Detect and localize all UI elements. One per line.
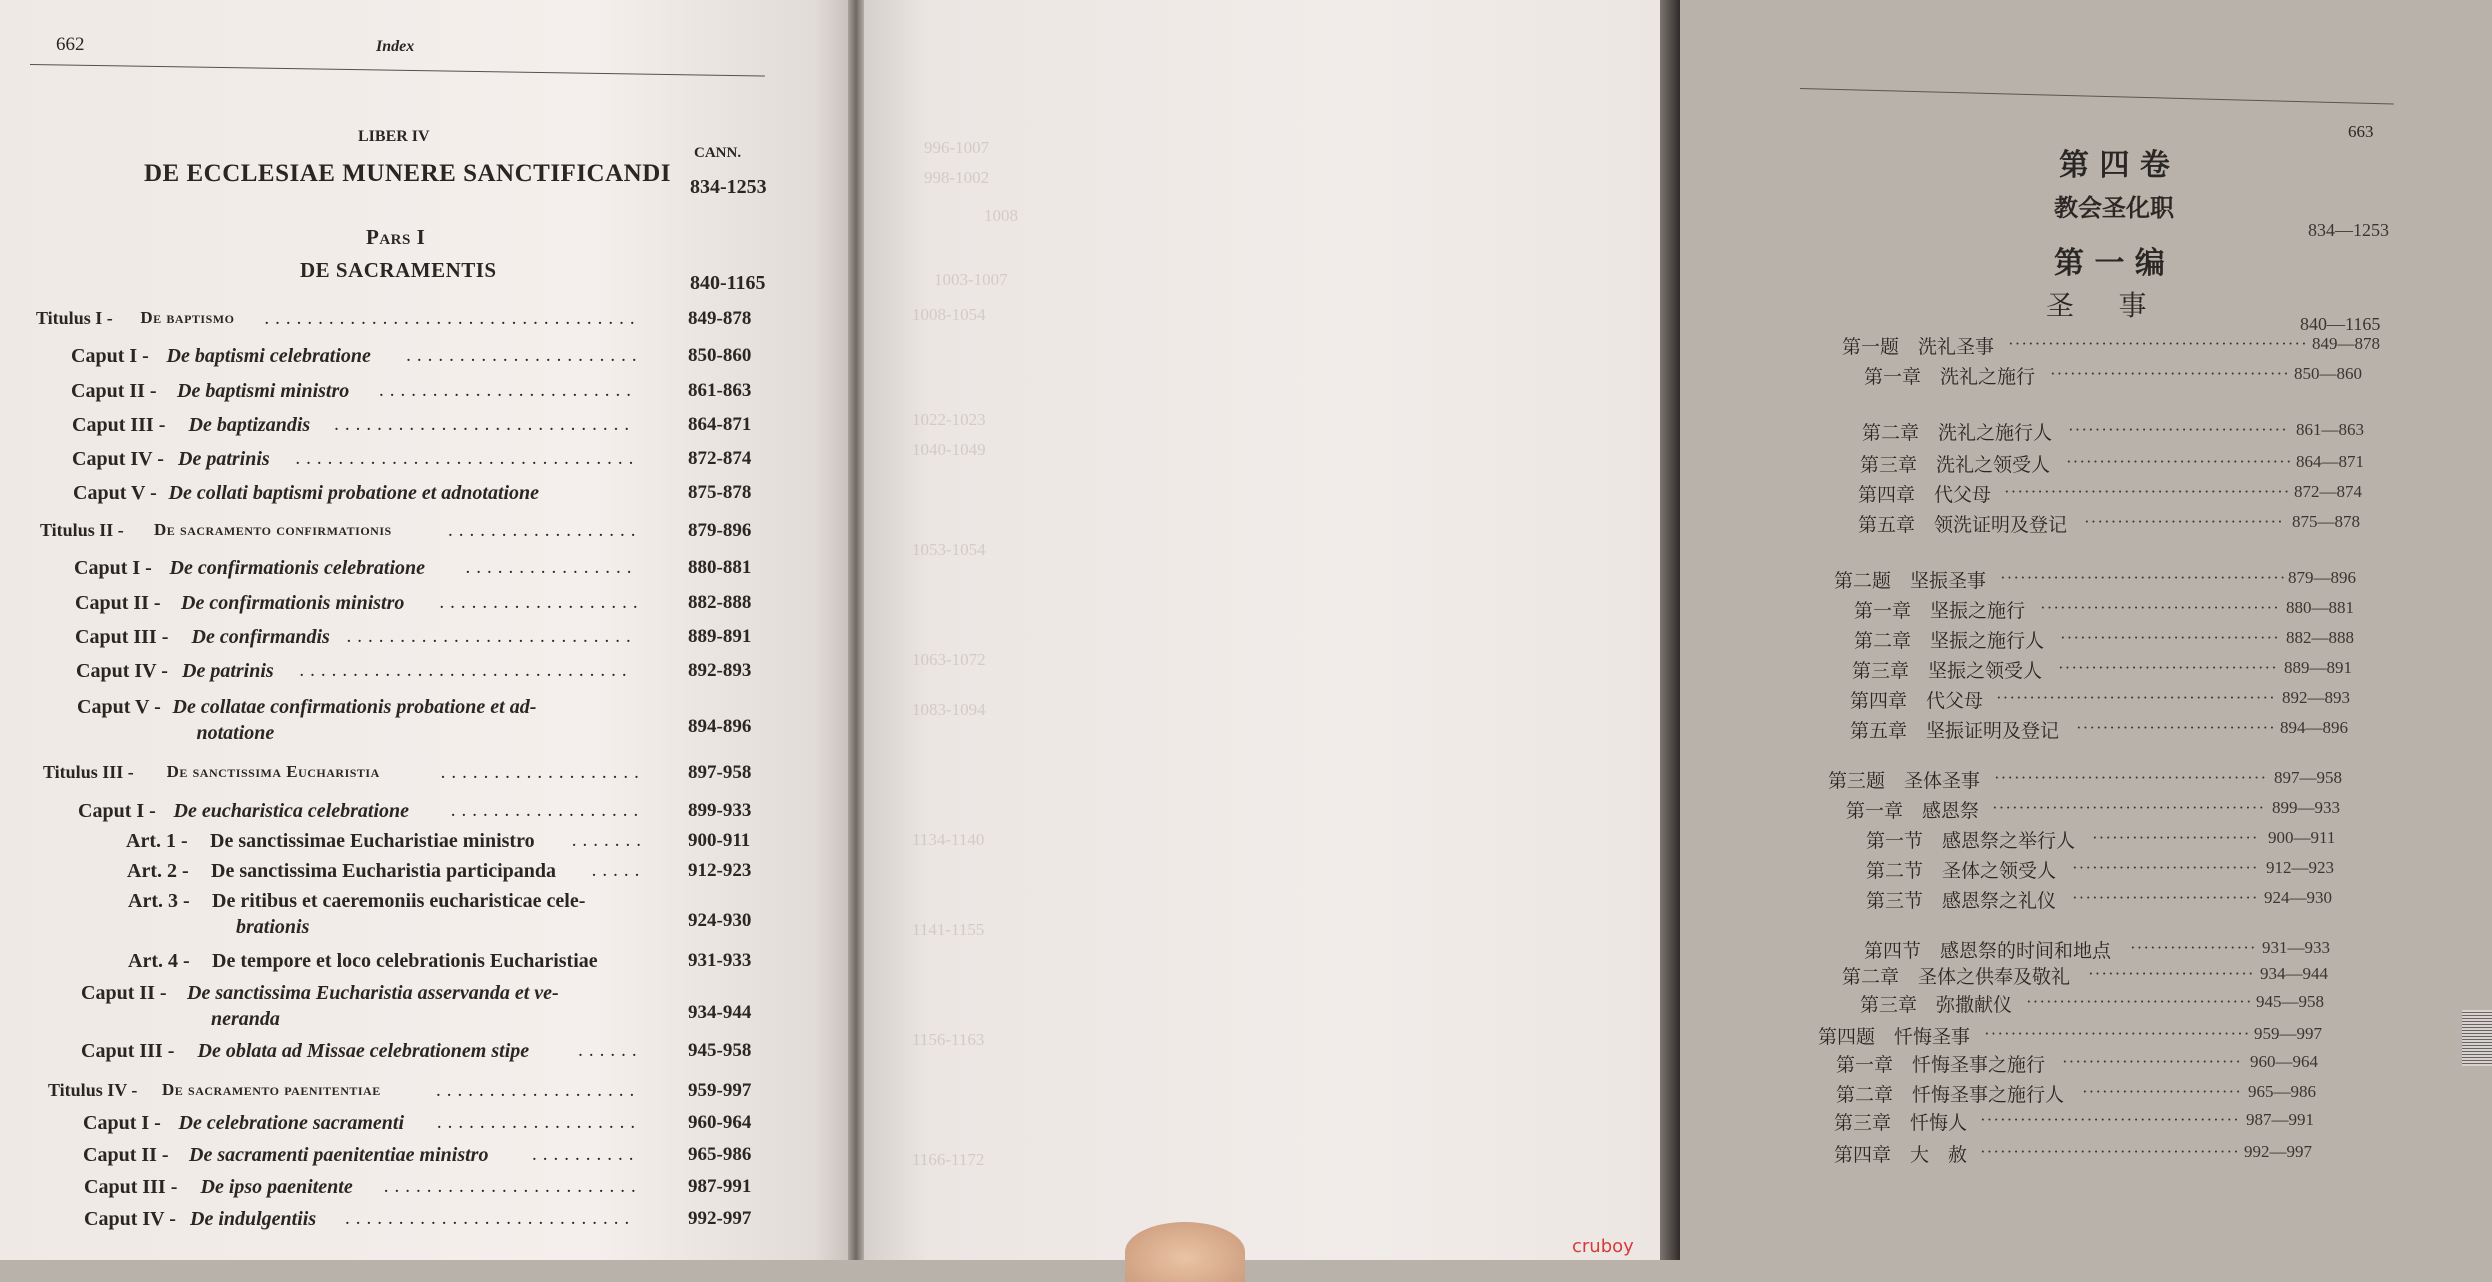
cn-entry-title: 第四章 代父母 — [1858, 484, 1992, 506]
cn-canon-range: 897—958 — [2274, 768, 2342, 787]
watermark: cruboy — [1572, 1236, 1634, 1257]
canon-range: 892-893 — [688, 660, 752, 681]
pars-title: DE SACRAMENTIS — [300, 258, 497, 282]
cn-canon-range: 912—923 — [2266, 858, 2334, 877]
right-page-number: 663 — [2348, 122, 2374, 141]
entry-title: De sacramento paenitentiae — [162, 1080, 381, 1099]
cn-canon-range: 861—863 — [2296, 420, 2364, 439]
cn-entry-title: 第三节 感恩祭之礼仪 — [1866, 890, 2057, 912]
entry-title-continued: neranda — [211, 1008, 280, 1030]
leader-dots: ........................... — [346, 626, 637, 647]
entry-label: Caput I - — [83, 1112, 161, 1134]
leader-dots: .................. — [448, 520, 642, 541]
running-head: Index — [376, 38, 415, 55]
juan-heading: 第 四 卷 — [2059, 148, 2170, 183]
entry-title: De collatae confirmationis probatione et ad- — [172, 696, 537, 718]
entry-title: De ipso paenitente — [200, 1176, 353, 1198]
entry-label: Art. 1 - — [126, 830, 188, 852]
thumb — [1125, 1222, 1245, 1282]
entry-title: De baptismi celebratione — [166, 345, 371, 367]
cann-label: CANN. — [694, 145, 742, 161]
cn-canon-range: 882—888 — [2286, 628, 2354, 647]
canon-range: 882-888 — [688, 592, 752, 613]
right-page: 996-1007 998-1002 1008 1003-1007 1008-1054 1022-1023 1040-1049 1053-1054 1063-1072 1083-1094 1134-1140 1141-1155 1156-1163 1166-1172 663 第 四 卷 教会圣化职 834—1253 第 一 编 圣 事 840—1165 第一题 洗礼圣事 ············································· 849—878 第一章 洗礼之施行 ···································· 850—860 第二章 洗礼之施行人 ································· 861—863 第三章 洗礼之领受人 ·································· 864—871 第四章 代父母 ··········································· 872—874 第五章 领洗证明及登记 ······························ 875—878 第二题 坚振圣事 ··········································· 879—896 第一章 坚振之施行 ···································· 880—881 第二章 坚振之施行人 ································· 882—888 第三章 坚振之领受人 ································· 889—891 第四章 代父母 ·········································· 892—893 第五章 坚振证明及登记 ······························ 894—896 第三题 圣体圣事 ········································· 897—958 第一章 感恩祭 ········································· 899—933 第一节 感恩祭之举行人 ························· 900—911 第二节 圣体之领受人 ···························· 912—923 第三节 感恩祭之礼仪 ···························· 924—930 第四节 感恩祭的时间和地点 ··················· 931—933 第二章 圣体之供奉及敬礼 ························· 934—944 第三章 弥撒献仪 ·································· 945—958 第四题 忏悔圣事 ········································ 959—997 第一章 忏悔圣事之施行 ··························· 960—964 第二章 忏悔圣事之施行人 ························ 965—986 第三章 忏悔人 ······································· 987—991 第四章 大 赦 ······································· 992—997 — [864, 0, 1680, 1260]
entry-label: Caput I - — [71, 345, 149, 367]
entry-title: De collati baptismi probatione et adnotatione — [168, 482, 540, 504]
leader-dots: ································· — [2068, 420, 2288, 439]
leader-dots: ···························· — [2072, 858, 2259, 877]
cn-canon-range: 850—860 — [2294, 364, 2362, 383]
canon-range: 880-881 — [688, 557, 752, 578]
entry-title: De indulgentiis — [190, 1208, 317, 1230]
leader-dots: ································· — [2058, 658, 2278, 677]
leader-dots: ................... — [440, 762, 645, 783]
cn-entry-title: 第五章 坚振证明及登记 — [1850, 720, 2060, 742]
cn-canon-range: 900—911 — [2268, 828, 2336, 847]
entry-title-continued: notatione — [196, 722, 275, 744]
leader-dots: ··················· — [2130, 938, 2257, 957]
leader-dots: ....... — [571, 830, 648, 851]
canon-range: 912-923 — [688, 860, 752, 881]
liber-heading: LIBER IV — [358, 128, 430, 145]
cn-entry-title: 第二章 坚振之施行人 — [1854, 630, 2045, 652]
entry-label: Caput V - — [77, 696, 161, 718]
right-header-rule — [1800, 88, 2394, 105]
entry-title: De sacramento confirmationis — [154, 520, 392, 539]
cn-canon-range: 849—878 — [2312, 334, 2380, 353]
leader-dots: .................. — [450, 800, 645, 821]
entry-title: De sacramenti paenitentiae ministro — [189, 1144, 489, 1166]
cn-canon-range: 892—893 — [2282, 688, 2350, 707]
pars-heading: Pars I — [366, 225, 426, 249]
cn-canon-range: 879—896 — [2288, 568, 2356, 587]
entry-label: Caput II - — [81, 982, 167, 1004]
leader-dots: ·········································· — [1996, 688, 2276, 707]
entry-title: De sanctissimae Eucharistiae ministro — [210, 830, 535, 852]
book-gutter — [848, 0, 864, 1260]
leader-dots: ................... — [436, 1112, 642, 1133]
leader-dots: ........................... — [345, 1208, 636, 1229]
cn-entry-title: 第四节 感恩祭的时间和地点 — [1864, 940, 2112, 962]
leader-dots: ...... — [578, 1040, 643, 1061]
leader-dots: ·································· — [2026, 992, 2253, 1011]
leader-dots: ··········································· — [2000, 568, 2287, 587]
entry-title: De ritibus et caeremoniis eucharisticae cele- — [212, 890, 586, 912]
entry-label: Caput II - — [75, 592, 161, 614]
cn-canon-range: 945—958 — [2256, 992, 2324, 1011]
cn-entry-title: 第四章 大 赦 — [1834, 1144, 1968, 1166]
cn-canon-range: 924—930 — [2264, 888, 2332, 907]
entry-label: Caput III - — [84, 1176, 178, 1198]
canon-range: 849-878 — [688, 308, 752, 329]
entry-title-continued: brationis — [236, 916, 310, 938]
leader-dots: ···························· — [2072, 888, 2259, 907]
bian-title: 圣 事 — [2046, 289, 2147, 322]
entry-label: Art. 3 - — [128, 890, 190, 912]
canon-range: 924-930 — [688, 910, 752, 931]
canon-range: 934-944 — [688, 1002, 752, 1023]
leader-dots: ······························ — [2076, 718, 2276, 737]
entry-title: De confirmationis ministro — [181, 592, 405, 614]
cn-entry-title: 第一节 感恩祭之举行人 — [1866, 830, 2076, 852]
entry-title: De sanctissima Eucharistia participanda — [211, 860, 557, 882]
leader-dots: ............................ — [334, 414, 636, 435]
entry-label: Caput IV - — [84, 1208, 176, 1230]
leader-dots: ................... — [439, 592, 644, 613]
cn-entry-title: 第三章 洗礼之领受人 — [1860, 454, 2051, 476]
cn-entry-title: 第一章 感恩祭 — [1846, 800, 1980, 822]
cn-entry-title: 第四章 代父母 — [1850, 690, 1984, 712]
cn-canon-range: 864—871 — [2296, 452, 2364, 471]
entry-label: Titulus II - — [40, 520, 124, 540]
liber-range: 834-1253 — [690, 176, 767, 198]
cn-entry-title: 第一章 忏悔圣事之施行 — [1836, 1054, 2046, 1076]
cn-canon-range: 965—986 — [2248, 1082, 2316, 1101]
cn-canon-range: 934—944 — [2260, 964, 2328, 983]
cn-entry-title: 第三章 坚振之领受人 — [1852, 660, 2043, 682]
entry-label: Caput I - — [74, 557, 152, 579]
cn-entry-title: 第一章 洗礼之施行 — [1864, 366, 2036, 388]
cn-canon-range: 872—874 — [2294, 482, 2362, 501]
leader-dots: ········································· — [1992, 798, 2266, 817]
cn-entry-title: 第一题 洗礼圣事 — [1842, 336, 1995, 358]
cn-entry-title: 第二章 忏悔圣事之施行人 — [1836, 1084, 2065, 1106]
entry-title: De confirmandis — [191, 626, 330, 648]
leader-dots: ············································· — [2008, 334, 2308, 353]
cn-canon-range: 894—896 — [2280, 718, 2348, 737]
book-cover-edge — [1660, 0, 1680, 1260]
leader-dots: ···································· — [2050, 364, 2290, 383]
entry-title: De baptismo — [140, 308, 235, 327]
bian-heading: 第 一 编 — [2054, 246, 2165, 281]
cn-entry-title: 第一章 坚振之施行 — [1854, 600, 2026, 622]
canon-range: 864-871 — [688, 414, 752, 435]
leader-dots: ································· — [2060, 628, 2280, 647]
entry-label: Titulus IV - — [48, 1080, 138, 1100]
leader-dots: ...................... — [406, 345, 643, 366]
leader-dots: ························ — [2082, 1082, 2242, 1101]
cn-canon-range: 880—881 — [2286, 598, 2354, 617]
entry-label: Caput IV - — [72, 448, 164, 470]
leader-dots: ..... — [591, 860, 646, 881]
leader-dots: ························· — [2092, 828, 2259, 847]
entry-label: Caput I - — [78, 800, 156, 822]
shelf-label — [2462, 1010, 2492, 1066]
juan-title: 教会圣化职 — [2054, 194, 2174, 222]
entry-label: Caput III - — [81, 1040, 175, 1062]
entry-label: Caput III - — [75, 626, 169, 648]
canon-range: 899-933 — [688, 800, 752, 821]
leader-dots: ········································· — [1994, 768, 2268, 787]
canon-range: 875-878 — [688, 482, 752, 503]
liber-title: DE ECCLESIAE MUNERE SANCTIFICANDI — [144, 160, 671, 187]
leader-dots: ................................... — [264, 308, 641, 329]
leader-dots: ·································· — [2066, 452, 2293, 471]
cn-entry-title: 第四题 忏悔圣事 — [1818, 1026, 1971, 1048]
cn-entry-title: 第三题 圣体圣事 — [1828, 770, 1981, 792]
cn-entry-title: 第三章 忏悔人 — [1834, 1112, 1968, 1134]
leader-dots: ··········································· — [2004, 482, 2291, 501]
entry-label: Art. 2 - — [127, 860, 189, 882]
canon-range: 992-997 — [688, 1208, 752, 1229]
canon-range: 872-874 — [688, 448, 752, 469]
cn-canon-range: 931—933 — [2262, 938, 2330, 957]
entry-title: De sanctissima Eucharistia asservanda et ve- — [187, 982, 559, 1004]
entry-label: Caput III - — [72, 414, 166, 436]
cn-canon-range: 959—997 — [2254, 1024, 2322, 1043]
entry-label: Art. 4 - — [128, 950, 190, 972]
leader-dots: ········································ — [1984, 1024, 2251, 1043]
leader-dots: ······································· — [1980, 1142, 2240, 1161]
header-rule — [30, 64, 765, 77]
bian-range: 840—1165 — [2300, 314, 2381, 334]
entry-title: De confirmationis celebratione — [169, 557, 426, 579]
entry-title: De celebratione sacramenti — [178, 1112, 405, 1134]
cn-canon-range: 960—964 — [2250, 1052, 2318, 1071]
canon-range: 987-991 — [688, 1176, 752, 1197]
left-page-number: 662 — [56, 34, 85, 55]
leader-dots: ······························ — [2084, 512, 2284, 531]
entry-label: Caput II - — [71, 380, 157, 402]
canon-range: 861-863 — [688, 380, 752, 401]
leader-dots: ................... — [436, 1080, 641, 1101]
canon-range: 897-958 — [688, 762, 752, 783]
entry-title: De sanctissima Eucharistia — [166, 762, 380, 781]
entry-title: De baptizandis — [188, 414, 311, 436]
leader-dots: ........................ — [383, 1176, 642, 1197]
juan-range: 834—1253 — [2308, 220, 2389, 240]
cn-canon-range: 987—991 — [2246, 1110, 2314, 1129]
leader-dots: ................................ — [295, 448, 640, 469]
entry-label: Titulus III - — [43, 762, 134, 782]
entry-title: De oblata ad Missae celebrationem stipe — [197, 1040, 530, 1062]
entry-label: Caput II - — [83, 1144, 169, 1166]
entry-label: Caput V - — [73, 482, 157, 504]
entry-label: Caput IV - — [76, 660, 168, 682]
leader-dots: ······································· — [1980, 1110, 2240, 1129]
cn-canon-range: 992—997 — [2244, 1142, 2312, 1161]
cn-entry-title: 第二章 圣体之供奉及敬礼 — [1842, 966, 2071, 988]
leader-dots: ............................... — [299, 660, 633, 681]
cn-canon-range: 899—933 — [2272, 798, 2340, 817]
canon-range: 965-986 — [688, 1144, 752, 1165]
cn-canon-range: 889—891 — [2284, 658, 2352, 677]
canon-range: 889-891 — [688, 626, 752, 647]
leader-dots: ···································· — [2040, 598, 2280, 617]
cn-entry-title: 第五章 领洗证明及登记 — [1858, 514, 2068, 536]
canon-range: 945-958 — [688, 1040, 752, 1061]
canon-range: 879-896 — [688, 520, 752, 541]
leader-dots: ................ — [465, 557, 638, 578]
canon-range: 959-997 — [688, 1080, 752, 1101]
leader-dots: ··························· — [2062, 1052, 2242, 1071]
canon-range: 850-860 — [688, 345, 752, 366]
pars-range: 840-1165 — [690, 272, 766, 294]
leader-dots: .......... — [532, 1144, 640, 1165]
entry-label: Titulus I - — [36, 308, 113, 328]
canon-range: 900-911 — [688, 830, 751, 851]
leader-dots: ........................ — [379, 380, 637, 401]
entry-title: De patrinis — [182, 660, 274, 682]
entry-title: De patrinis — [178, 448, 270, 470]
cn-entry-title: 第二章 洗礼之施行人 — [1862, 422, 2053, 444]
canon-range: 931-933 — [688, 950, 752, 971]
cn-entry-title: 第三章 弥撒献仪 — [1860, 994, 2013, 1016]
cn-entry-title: 第二题 坚振圣事 — [1834, 570, 1987, 592]
entry-title: De tempore et loco celebrationis Eucharistiae — [212, 950, 598, 972]
cn-entry-title: 第二节 圣体之领受人 — [1866, 860, 2057, 882]
left-page — [0, 0, 848, 1260]
leader-dots: ························· — [2088, 964, 2255, 983]
cn-canon-range: 875—878 — [2292, 512, 2360, 531]
canon-range: 894-896 — [688, 716, 752, 737]
canon-range: 960-964 — [688, 1112, 752, 1133]
entry-title: De baptismi ministro — [177, 380, 350, 402]
entry-title: De eucharistica celebratione — [173, 800, 410, 822]
